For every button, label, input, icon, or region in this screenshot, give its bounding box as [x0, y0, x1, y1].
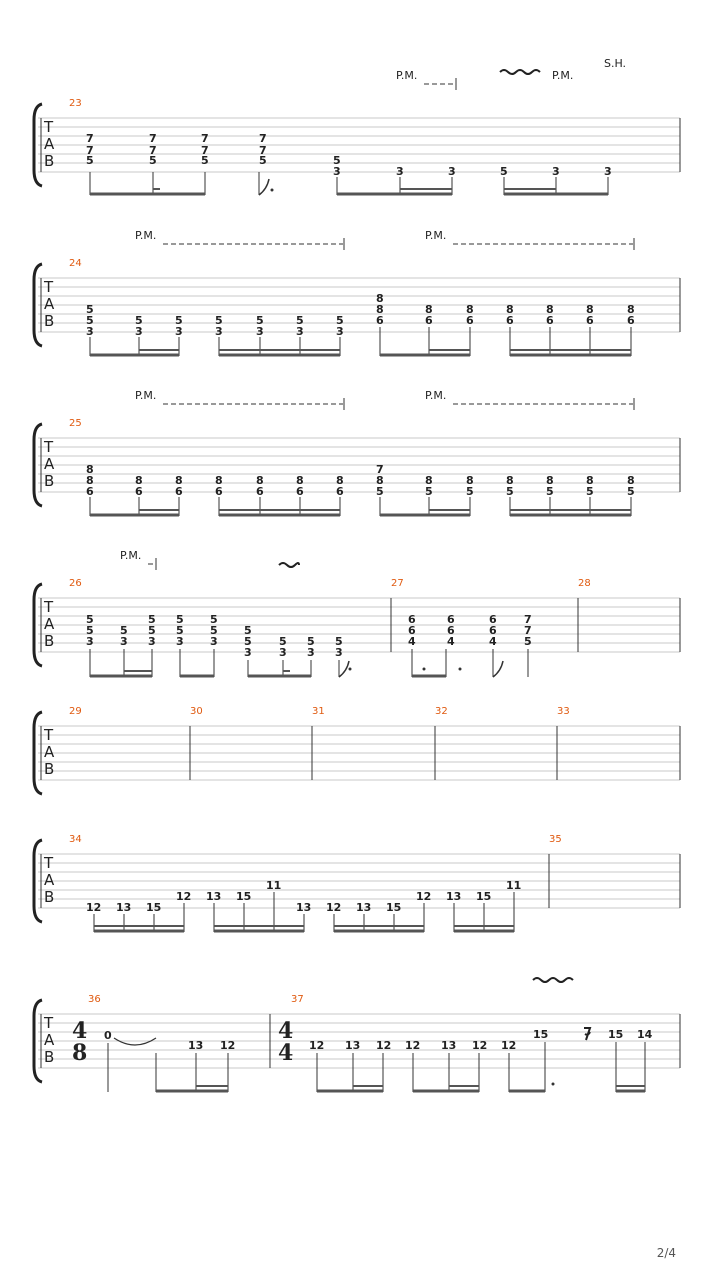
measure-number: 29 [69, 706, 82, 717]
measure-number: 33 [557, 706, 570, 717]
fret-number: 5 [256, 314, 264, 327]
page-number: 2/4 [656, 1246, 676, 1260]
fret-number: 8 [296, 474, 304, 487]
fret-number: 5 [149, 154, 157, 167]
palm-mute-label: P.M. [425, 229, 447, 242]
fret-number: 13 [188, 1039, 204, 1052]
tab-letter: A [44, 455, 55, 473]
palm-mute-label: P.M. [120, 549, 142, 562]
fret-number: 5 [244, 635, 252, 648]
tab-letter: A [44, 1031, 55, 1049]
fret-number: 5 [627, 485, 635, 498]
fret-number: 6 [466, 314, 474, 327]
fret-number: 3 [336, 325, 344, 338]
fret-number: 0 [104, 1029, 112, 1042]
measure-number: 23 [69, 98, 82, 109]
palm-mute-label: P.M. [552, 69, 574, 82]
fret-number: 6 [376, 314, 384, 327]
vibrato-icon [500, 70, 540, 74]
tab-letter: B [44, 760, 55, 778]
fret-number: 7 [86, 132, 94, 145]
rhythm-notation [90, 497, 631, 516]
time-signature-numerator: 4 [72, 1018, 88, 1044]
fret-number: 12 [472, 1039, 488, 1052]
fret-number: 7 [259, 144, 267, 157]
fret-number: 6 [296, 485, 304, 498]
fret-number: 3 [256, 325, 264, 338]
fret-number: 5 [86, 613, 94, 626]
fret-number: 6 [506, 314, 514, 327]
fret-number: 5 [176, 613, 184, 626]
measure-number: 31 [312, 706, 325, 717]
fret-number: 13 [446, 890, 462, 903]
fret-number: 7 [201, 144, 209, 157]
fret-number: 6 [489, 624, 497, 637]
fret-number: 5 [307, 635, 315, 648]
measure-number: 34 [69, 834, 82, 845]
fret-number: 5 [210, 613, 218, 626]
fret-number: 8 [336, 474, 344, 487]
fret-number: 5 [86, 314, 94, 327]
fret-number: 6 [447, 624, 455, 637]
slide-hammer-label: S.H. [604, 57, 627, 70]
tab-system-3 [34, 389, 680, 516]
fret-number: 8 [546, 474, 554, 487]
fret-number: 8 [376, 292, 384, 305]
palm-mute-label: P.M. [396, 69, 418, 82]
fret-number: 5 [86, 303, 94, 316]
fret-number: 3 [135, 325, 143, 338]
fret-number: 5 [148, 624, 156, 637]
tab-letter: T [44, 438, 54, 456]
fret-number: 3 [244, 646, 252, 659]
fret-number: 3 [86, 635, 94, 648]
measure-number: 30 [190, 706, 203, 717]
tab-letter: B [44, 472, 55, 490]
tab-system-4 [34, 549, 680, 677]
fret-number: 8 [586, 303, 594, 316]
tab-letter: T [44, 598, 54, 616]
fret-number: 15 [476, 890, 492, 903]
fret-number: 8 [425, 303, 433, 316]
fret-number: 6 [489, 613, 497, 626]
fret-number: 5 [333, 154, 341, 167]
fret-number: 12 [376, 1039, 392, 1052]
fret-number: 11 [266, 879, 282, 892]
measure-number: 36 [88, 994, 101, 1005]
fret-number: 14 [637, 1028, 653, 1041]
fret-number: 6 [447, 613, 455, 626]
fret-number: 6 [586, 314, 594, 327]
tab-system-5 [34, 706, 680, 794]
fret-number: 5 [259, 154, 267, 167]
fret-number: 12 [501, 1039, 517, 1052]
palm-mute-label: P.M. [135, 229, 157, 242]
fret-number: 5 [296, 314, 304, 327]
fret-number: 3 [448, 165, 456, 178]
fret-number: 12 [309, 1039, 325, 1052]
tab-letter: T [44, 854, 54, 872]
time-signature-numerator: 4 [278, 1018, 294, 1044]
fret-number: 8 [86, 474, 94, 487]
fret-number: 5 [506, 485, 514, 498]
fret-number: 5 [279, 635, 287, 648]
fret-number: 5 [86, 154, 94, 167]
fret-number: 6 [425, 314, 433, 327]
fret-number: 7 [524, 624, 532, 637]
tab-letter: T [44, 1014, 54, 1032]
time-signature-denominator: 8 [72, 1040, 88, 1066]
fret-number: 8 [135, 474, 143, 487]
fret-number: 6 [546, 314, 554, 327]
fret-number: 8 [586, 474, 594, 487]
fret-number: 8 [215, 474, 223, 487]
tab-system-6 [34, 834, 680, 932]
vibrato-icon [279, 563, 299, 567]
fret-number: 6 [408, 613, 416, 626]
fret-number: 5 [201, 154, 209, 167]
fret-number: 6 [215, 485, 223, 498]
fret-number: 8 [466, 474, 474, 487]
fret-number: 15 [608, 1028, 624, 1041]
fret-number: 13 [296, 901, 312, 914]
fret-number: 8 [466, 303, 474, 316]
fret-number: 13 [116, 901, 132, 914]
measure-number: 28 [578, 578, 591, 589]
fret-number: 11 [506, 879, 522, 892]
fret-number: 12 [326, 901, 342, 914]
fret-number: 8 [376, 303, 384, 316]
chord [149, 132, 157, 167]
fret-number: 5 [215, 314, 223, 327]
fret-number: 3 [307, 646, 315, 659]
measure-number: 37 [291, 994, 304, 1005]
vibrato-icon [533, 978, 573, 982]
fret-number: 5 [586, 485, 594, 498]
fret-number: 6 [627, 314, 635, 327]
palm-mute-label: P.M. [135, 389, 157, 402]
measure-number: 25 [69, 418, 82, 429]
fret-number: 5 [466, 485, 474, 498]
fret-number: 5 [176, 624, 184, 637]
measure-number: 24 [69, 258, 82, 269]
fret-number: 3 [120, 635, 128, 648]
tab-letter: B [44, 312, 55, 330]
fret-number: 12 [405, 1039, 421, 1052]
fret-number: 8 [86, 463, 94, 476]
fret-number: 5 [86, 624, 94, 637]
fret-number: 5 [210, 624, 218, 637]
tab-letter: B [44, 888, 55, 906]
fret-number: 13 [441, 1039, 457, 1052]
fret-number: 5 [336, 314, 344, 327]
fret-number: 8 [425, 474, 433, 487]
fret-number: 7 [149, 144, 157, 157]
chord [86, 132, 94, 167]
fret-number: 5 [135, 314, 143, 327]
rest-icon [584, 1028, 590, 1040]
fret-number: 7 [201, 132, 209, 145]
fret-number: 6 [256, 485, 264, 498]
tab-letter: B [44, 632, 55, 650]
measure-number: 32 [435, 706, 448, 717]
fret-number: 5 [376, 485, 384, 498]
tab-letter: T [44, 726, 54, 744]
measure-number: 35 [549, 834, 562, 845]
fret-number: 13 [206, 890, 222, 903]
fret-number: 13 [345, 1039, 361, 1052]
fret-number: 3 [396, 165, 404, 178]
chord [201, 132, 209, 167]
fret-number: 3 [296, 325, 304, 338]
fret-number: 3 [604, 165, 612, 178]
fret-number: 13 [356, 901, 372, 914]
fret-number: 3 [552, 165, 560, 178]
fret-number: 3 [333, 165, 341, 178]
rhythm-notation [90, 327, 631, 356]
fret-number: 7 [259, 132, 267, 145]
fret-number: 6 [336, 485, 344, 498]
tab-system-7 [34, 978, 680, 1092]
fret-number: 15 [236, 890, 252, 903]
fret-number: 15 [386, 901, 402, 914]
chord [259, 132, 267, 167]
fret-number: 6 [408, 624, 416, 637]
fret-number: 3 [210, 635, 218, 648]
tab-letter: A [44, 743, 55, 761]
fret-number: 5 [148, 613, 156, 626]
fret-number: 8 [376, 474, 384, 487]
fret-number: 7 [524, 613, 532, 626]
fret-number: 5 [500, 165, 508, 178]
fret-number: 7 [149, 132, 157, 145]
fret-number: 8 [175, 474, 183, 487]
fret-number: 15 [146, 901, 162, 914]
fret-number: 3 [215, 325, 223, 338]
fret-number: 3 [176, 635, 184, 648]
fret-number: 3 [335, 646, 343, 659]
tab-system-2 [34, 229, 680, 356]
fret-number: 12 [416, 890, 432, 903]
fret-number: 4 [408, 635, 416, 648]
fret-number: 5 [546, 485, 554, 498]
fret-number: 12 [220, 1039, 236, 1052]
fret-number: 5 [244, 624, 252, 637]
fret-number: 7 [86, 144, 94, 157]
fret-number: 8 [546, 303, 554, 316]
fret-number: 4 [447, 635, 455, 648]
fret-number: 5 [425, 485, 433, 498]
measure-number: 27 [391, 578, 404, 589]
fret-number: 12 [86, 901, 102, 914]
fret-number: 3 [175, 325, 183, 338]
fret-number: 8 [506, 474, 514, 487]
fret-number: 4 [489, 635, 497, 648]
fret-number: 3 [86, 325, 94, 338]
tab-letter: A [44, 615, 55, 633]
fret-number: 6 [175, 485, 183, 498]
measure-number: 26 [69, 578, 82, 589]
fret-number: 5 [335, 635, 343, 648]
palm-mute-label: P.M. [425, 389, 447, 402]
rhythm-notation [90, 172, 608, 195]
fret-number: 12 [176, 890, 192, 903]
fret-number: 8 [627, 303, 635, 316]
fret-number: 6 [135, 485, 143, 498]
tab-letter: B [44, 1048, 55, 1066]
time-signature-denominator: 4 [278, 1040, 294, 1066]
tab-letter: T [44, 278, 54, 296]
fret-number: 7 [376, 463, 384, 476]
fret-number: 5 [524, 635, 532, 648]
tab-letter: T [44, 118, 54, 136]
tab-letter: B [44, 152, 55, 170]
fret-number: 6 [86, 485, 94, 498]
fret-number: 5 [175, 314, 183, 327]
tab-system-1 [34, 57, 680, 195]
fret-number: 8 [256, 474, 264, 487]
fret-number: 8 [506, 303, 514, 316]
fret-number: 3 [279, 646, 287, 659]
fret-number: 15 [533, 1028, 549, 1041]
fret-number: 8 [627, 474, 635, 487]
tab-letter: A [44, 295, 55, 313]
fret-number: 5 [120, 624, 128, 637]
tab-letter: A [44, 871, 55, 889]
tab-letter: A [44, 135, 55, 153]
fret-number: 3 [148, 635, 156, 648]
